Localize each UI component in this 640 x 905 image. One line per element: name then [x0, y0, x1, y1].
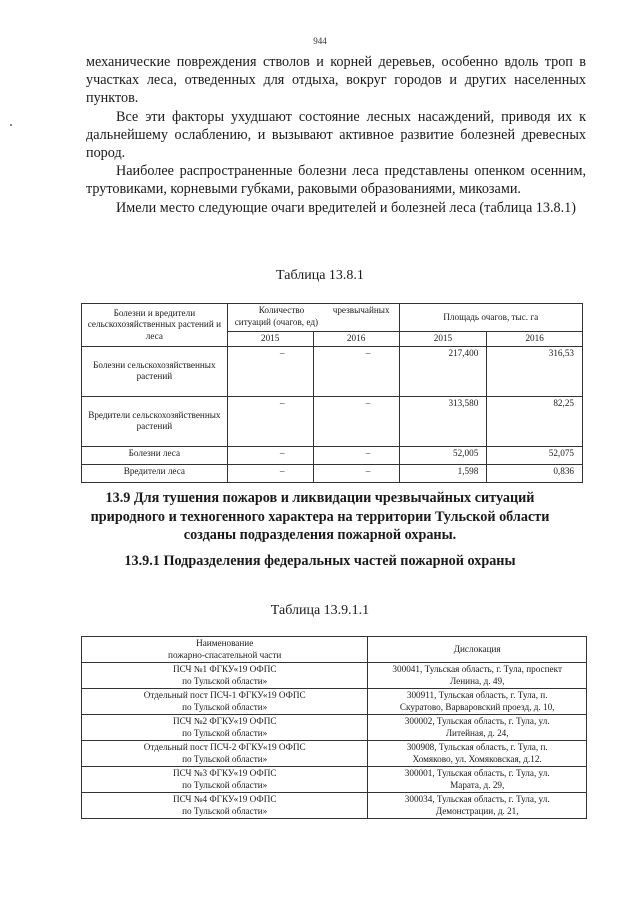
table-caption: Таблица 13.8.1	[276, 268, 364, 283]
header-text: Наименование	[196, 638, 254, 648]
unit-name: по Тульской области»	[182, 675, 268, 686]
address-cell	[368, 715, 587, 741]
pest-disease-table	[81, 303, 583, 483]
fire-units-table	[81, 636, 587, 819]
table-header-cell: Дислокация	[368, 637, 587, 663]
address-line: 300908, Тульская область, г. Тула, п.	[406, 742, 548, 752]
unit-name-cell	[82, 689, 368, 715]
scan-mark	[10, 124, 12, 126]
year-cell: 2016	[313, 332, 399, 347]
address-cell	[368, 663, 587, 689]
dash-text: –	[365, 447, 371, 458]
value-cell: 217,400	[399, 346, 487, 396]
paragraph: механические повреждения стволов и корней деревьев, особенно вдоль троп в участках леса, отведенных для отдыха, вокруг городов и других населенных пунктов.	[86, 54, 586, 107]
unit-name: ПСЧ №3 ФГКУ«19 ОФПС	[172, 768, 277, 778]
unit-name: ПСЧ №2 ФГКУ«19 ОФПС	[172, 716, 277, 726]
address-cell	[368, 741, 587, 767]
address-line: 300001, Тульская область, г. Тула, ул.	[404, 768, 550, 778]
header-text: ситуаций (очагов, ед)	[234, 316, 319, 327]
unit-name: по Тульской области»	[182, 779, 268, 790]
address-line: Скуратово, Варваровский проезд, д. 10,	[399, 701, 555, 712]
unit-name: по Тульской области»	[182, 805, 268, 816]
unit-name-cell	[82, 741, 368, 767]
body-text	[86, 53, 586, 217]
value-cell: 52,075	[487, 446, 583, 464]
address-line: Ленина, д. 49,	[449, 675, 505, 686]
unit-name-cell	[82, 793, 368, 819]
table-row	[82, 741, 587, 767]
address-line: 300002, Тульская область, г. Тула, ул.	[404, 716, 550, 726]
table-header-cell: Болезни и вредители сельскохозяйственных растений и леса	[82, 304, 228, 347]
table-header-cell: Площадь очагов, тыс. га	[399, 304, 582, 332]
dash-text: –	[365, 465, 371, 476]
value-cell	[313, 346, 399, 396]
unit-name: по Тульской области»	[182, 727, 268, 738]
address-line: Хомяково, ул. Хомяковская, д.12.	[412, 753, 542, 764]
unit-name: Отдельный пост ПСЧ-2 ФГКУ«19 ОФПС	[143, 742, 306, 752]
address-line: 300911, Тульская область, г. Тула, п.	[406, 690, 548, 700]
table-header-cell	[82, 637, 368, 663]
unit-name: Отдельный пост ПСЧ-1 ФГКУ«19 ОФПС	[143, 690, 306, 700]
table-header-cell	[227, 304, 399, 332]
address-cell	[368, 689, 587, 715]
table-row	[82, 346, 583, 396]
year-cell: 2015	[399, 332, 487, 347]
address-line: 300034, Тульская область, г. Тула, ул.	[404, 794, 550, 804]
unit-name-cell	[82, 715, 368, 741]
table-row	[82, 446, 583, 464]
table-row	[82, 464, 583, 482]
dash-text: –	[279, 397, 285, 408]
value-cell	[227, 396, 313, 446]
value-cell	[313, 464, 399, 482]
unit-name-cell	[82, 663, 368, 689]
dash-text: –	[279, 465, 285, 476]
address-line: Литейная, д. 24,	[445, 727, 509, 738]
unit-name: по Тульской области»	[182, 701, 268, 712]
paragraph: Наиболее распространенные болезни леса представлены опенком осенним, трутовиками, корневыми губками, раковыми образованиями, микозами.	[86, 163, 586, 198]
year-cell: 2015	[227, 332, 313, 347]
dash-text: –	[279, 347, 285, 358]
unit-name: по Тульской области»	[182, 753, 268, 764]
dash-text: –	[365, 397, 371, 408]
header-text: чрезвычайных	[332, 305, 390, 315]
value-cell: 82,25	[487, 396, 583, 446]
value-cell: 316,53	[487, 346, 583, 396]
address-line: Марата, д. 29,	[450, 779, 505, 790]
header-text: Количество	[258, 305, 305, 315]
subsection-heading: 13.9.1 Подразделения федеральных частей пожарной охраны	[124, 553, 516, 569]
table-header-row	[82, 637, 587, 663]
address-cell	[368, 793, 587, 819]
address-cell	[368, 767, 587, 793]
unit-name: ПСЧ №1 ФГКУ«19 ОФПС	[172, 664, 277, 674]
unit-name-cell	[82, 767, 368, 793]
table-row	[82, 715, 587, 741]
address-line: 300041, Тульская область, г. Тула, проспект	[392, 664, 562, 674]
page-number: 944	[313, 36, 327, 46]
paragraph: Имели место следующие очаги вредителей и болезней леса (таблица 13.8.1)	[116, 199, 576, 216]
table-row	[82, 663, 587, 689]
value-cell: 0,836	[487, 464, 583, 482]
address-line: Демонстрации, д. 21,	[435, 805, 519, 816]
value-cell	[313, 396, 399, 446]
table-row	[82, 689, 587, 715]
row-label: Болезни сельскохозяйственных растений	[82, 346, 228, 396]
value-cell	[313, 446, 399, 464]
value-cell: 52,005	[399, 446, 487, 464]
row-label: Вредители сельскохозяйственных растений	[82, 396, 228, 446]
paragraph: Все эти факторы ухудшают состояние лесных насаждений, приводя их к дальнейшему ослаблению, и вызывают активное развитие болезней древесных пород.	[86, 108, 586, 162]
value-cell: 1,598	[399, 464, 487, 482]
value-cell: 313,580	[399, 396, 487, 446]
header-text: пожарно-спасательной части	[168, 649, 282, 660]
unit-name: ПСЧ №4 ФГКУ«19 ОФПС	[172, 794, 277, 804]
dash-text: –	[365, 347, 371, 358]
value-cell	[227, 446, 313, 464]
section-heading: 13.9 Для тушения пожаров и ликвидации чрезвычайных ситуаций природного и техногенного характера на территории Тульской области созданы подразделения пожарной охраны.	[90, 490, 550, 543]
year-cell: 2016	[487, 332, 583, 347]
table-caption: Таблица 13.9.1.1	[270, 603, 370, 618]
table-row	[82, 396, 583, 446]
dash-text: –	[279, 447, 285, 458]
row-label: Болезни леса	[82, 446, 228, 464]
table-row	[82, 767, 587, 793]
row-label: Вредители леса	[82, 464, 228, 482]
value-cell	[227, 464, 313, 482]
value-cell	[227, 346, 313, 396]
table-row	[82, 793, 587, 819]
